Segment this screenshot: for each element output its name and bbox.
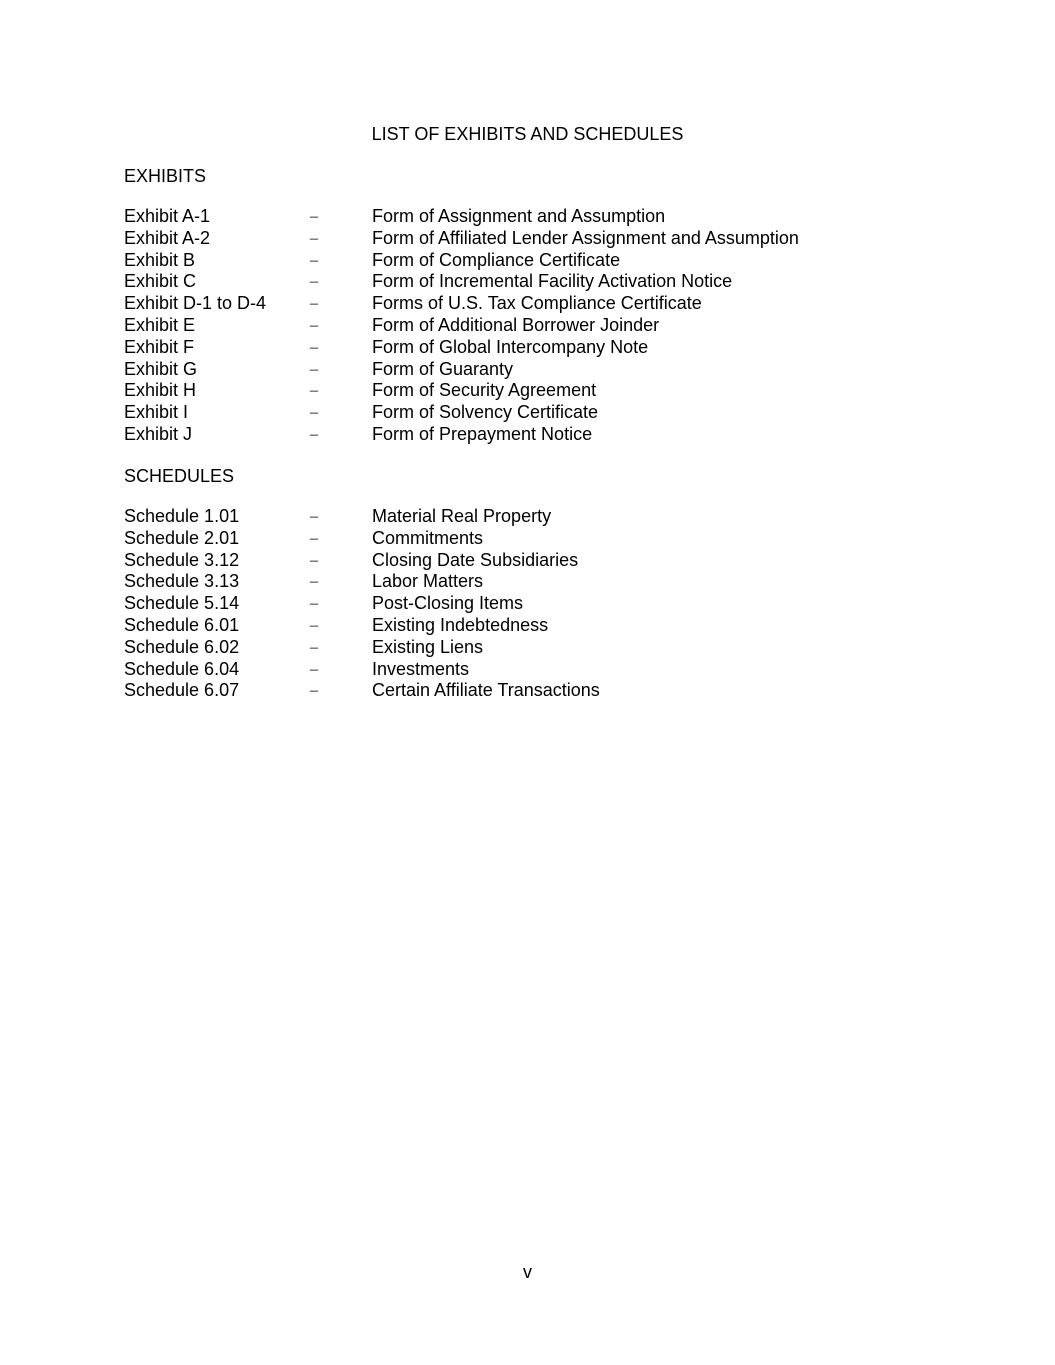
list-item (124, 228, 944, 250)
list-item (124, 593, 944, 615)
entry-label: Schedule 6.02 (124, 636, 240, 657)
entry-dash: – (310, 529, 318, 547)
list-item (124, 206, 944, 228)
list-item (124, 359, 944, 381)
entry-dash: – (310, 229, 318, 247)
entry-dash: – (310, 508, 318, 525)
entry-label: Exhibit H (124, 380, 197, 401)
entry-dash: – (310, 316, 318, 334)
page-title: LIST OF EXHIBITS AND SCHEDULES (371, 124, 684, 144)
entry-description: Form of Security Agreement (372, 380, 597, 401)
exhibits-list (124, 206, 944, 446)
entry-label: Exhibit A-1 (124, 206, 211, 226)
list-item (124, 271, 944, 293)
entry-label: Schedule 6.07 (124, 680, 240, 701)
entry-label: Exhibit C (124, 271, 197, 292)
list-item (124, 380, 944, 402)
entry-description: Existing Liens (372, 636, 484, 657)
entry-label: Exhibit I (124, 402, 189, 423)
entry-description: Form of Incremental Facility Activation Notice (372, 271, 733, 292)
entry-label: Schedule 1.01 (124, 506, 240, 526)
list-item (124, 402, 944, 424)
entry-description: Form of Affiliated Lender Assignment and Assumption (372, 227, 799, 248)
entry-dash: – (310, 682, 318, 700)
entry-dash: – (310, 573, 318, 591)
entry-description: Form of Guaranty (372, 358, 514, 379)
entry-dash: – (310, 251, 318, 269)
entry-label: Schedule 2.01 (124, 527, 240, 548)
list-item (124, 680, 944, 702)
entry-dash: – (310, 360, 318, 378)
list-item (124, 315, 944, 337)
entry-dash: – (310, 425, 318, 443)
entry-label: Exhibit D-1 to D-4 (124, 293, 267, 314)
list-item (124, 424, 944, 446)
entry-label: Exhibit F (124, 336, 195, 357)
entry-label: Schedule 3.12 (124, 549, 240, 570)
list-item (124, 250, 944, 272)
entry-description: Labor Matters (372, 571, 484, 592)
list-item (124, 659, 944, 681)
list-item (124, 615, 944, 637)
entry-description: Form of Prepayment Notice (372, 423, 593, 444)
entry-dash: – (310, 660, 318, 678)
page-number: v (523, 1262, 532, 1282)
entry-label: Exhibit B (124, 249, 196, 270)
entry-description: Investments (372, 658, 470, 679)
entry-dash: – (310, 273, 318, 291)
entry-dash: – (310, 638, 318, 656)
entry-dash: – (310, 382, 318, 400)
entry-description: Post-Closing Items (372, 593, 524, 614)
entry-label: Exhibit G (124, 358, 198, 379)
list-item (124, 337, 944, 359)
list-item (124, 528, 944, 550)
entry-label: Schedule 6.01 (124, 614, 240, 635)
list-item (124, 506, 944, 528)
entry-dash: – (310, 616, 318, 634)
entry-description: Form of Solvency Certificate (372, 402, 599, 423)
list-item (124, 571, 944, 593)
list-item (124, 550, 944, 572)
entry-description: Form of Assignment and Assumption (372, 206, 666, 226)
entry-dash: – (310, 404, 318, 422)
entry-dash: – (310, 208, 318, 225)
entry-description: Forms of U.S. Tax Compliance Certificate (372, 293, 702, 314)
list-item (124, 637, 944, 659)
entry-label: Schedule 3.13 (124, 571, 240, 592)
entry-label: Exhibit J (124, 423, 193, 444)
entry-label: Exhibit E (124, 314, 196, 335)
entry-description: Closing Date Subsidiaries (372, 549, 579, 570)
entry-dash: – (310, 595, 318, 613)
entry-description: Form of Global Intercompany Note (372, 336, 649, 357)
entry-label: Exhibit A-2 (124, 227, 211, 248)
schedules-heading: SCHEDULES (124, 466, 235, 486)
exhibits-heading: EXHIBITS (124, 166, 207, 186)
entry-dash: – (310, 338, 318, 356)
list-item (124, 293, 944, 315)
entry-dash: – (310, 551, 318, 569)
schedules-list (124, 506, 944, 702)
entry-description: Existing Indebtedness (372, 614, 549, 635)
entry-description: Form of Additional Borrower Joinder (372, 314, 660, 335)
entry-label: Schedule 5.14 (124, 593, 240, 614)
entry-description: Form of Compliance Certificate (372, 249, 621, 270)
entry-dash: – (310, 295, 318, 313)
entry-description: Commitments (372, 527, 484, 548)
entry-label: Schedule 6.04 (124, 658, 240, 679)
entry-description: Material Real Property (372, 506, 552, 526)
entry-description: Certain Affiliate Transactions (372, 680, 600, 701)
